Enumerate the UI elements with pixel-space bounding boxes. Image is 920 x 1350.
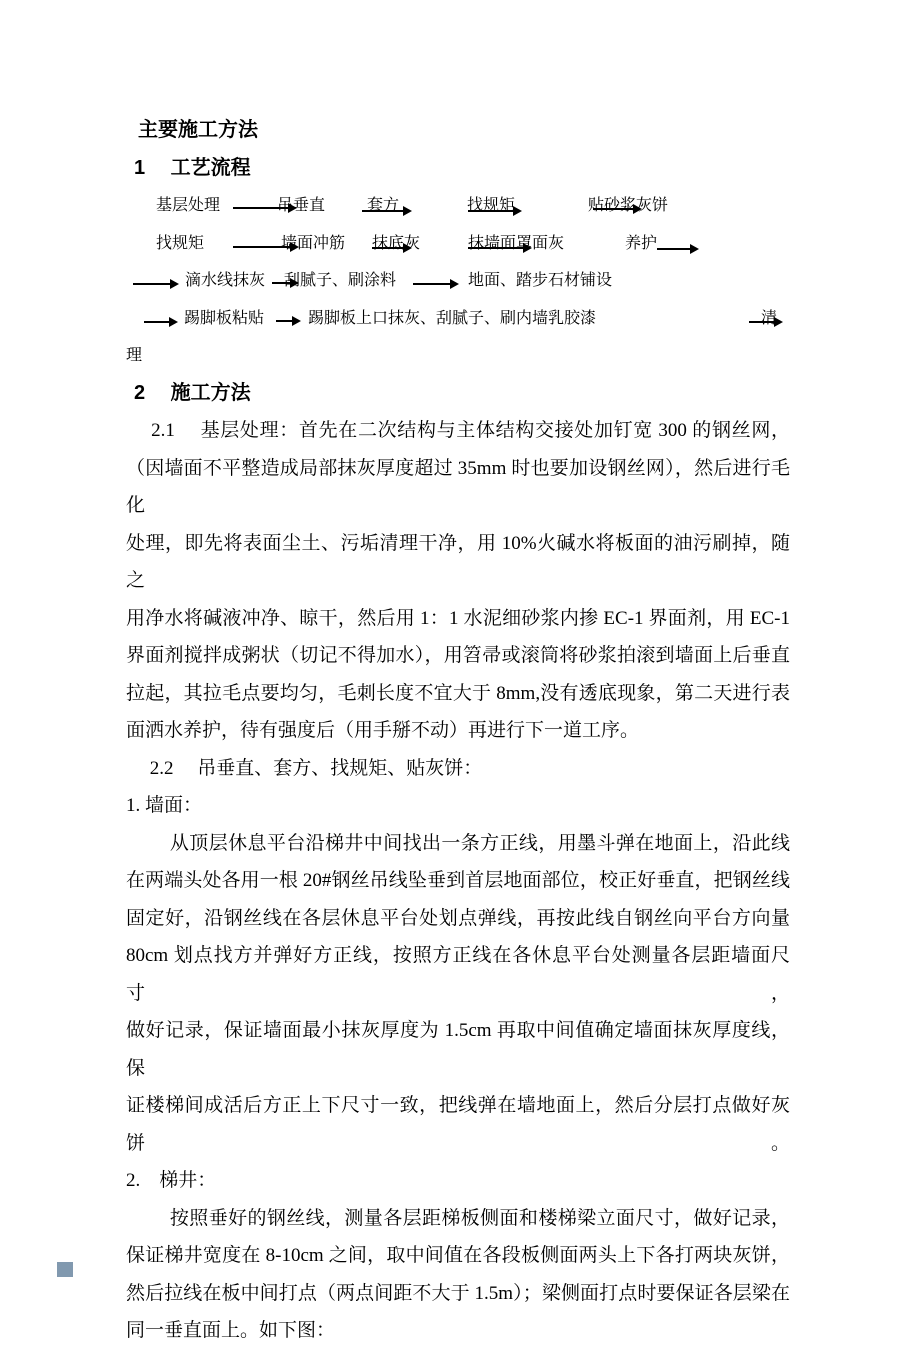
arrow-right-icon xyxy=(233,207,295,209)
arrow-right-icon xyxy=(272,282,297,284)
flow-step: 滴水线抹灰 xyxy=(185,272,266,289)
flow-step: 吊垂直 xyxy=(277,197,326,214)
paragraph-line: 拉起，其拉毛点要均匀，毛刺长度不宜大于 8mm,没有透底现象，第二天进行表 xyxy=(126,682,790,704)
arrow-right-icon xyxy=(133,283,177,285)
flow-step: 刮腻子、刷涂料 xyxy=(284,272,397,289)
heading-process-flow: 1 工艺流程 xyxy=(134,156,251,179)
paragraph-line: 面洒水养护，待有强度后（用手掰不动）再进行下一道工序。 xyxy=(126,720,640,741)
list-item-stair-shaft: 2. 梯井： xyxy=(126,1170,217,1191)
arrow-right-icon xyxy=(593,208,640,210)
paragraph-line: 在两端头处各用一根 20#钢丝吊线坠垂到首层地面部位，校正好垂直，把钢丝线 xyxy=(126,870,790,891)
paragraph-line: 然后拉线在板中间打点（两点间距不大于 1.5m）；梁侧面打点时要保证各层梁在 xyxy=(126,1282,790,1304)
flow-step: 地面、踏步石材铺设 xyxy=(468,272,613,289)
paragraph-line: 界面剂搅拌成粥状（切记不得加水），用笤帚或滚筒将砂浆拍滚到墙面上后垂直 xyxy=(126,645,790,666)
paragraph-line: 证楼梯间成活后方正上下尺寸一致，把线弹在墙地面上，然后分层打点做好灰饼。 xyxy=(126,1095,790,1154)
arrow-right-icon xyxy=(657,248,697,250)
flow-row xyxy=(126,300,790,338)
arrow-right-icon xyxy=(413,283,457,285)
flow-step: 踢脚板上口抹灰、刮腻子、刷内墙乳胶漆 xyxy=(308,309,597,327)
paragraph-stair-shaft xyxy=(126,1200,790,1350)
document-content xyxy=(126,112,790,1350)
paragraph-line: 处理，即先将表面尘土、污垢清理干净，用 10%火碱水将板面的油污刷掉，随之 xyxy=(126,532,790,591)
paragraph-line: 用净水将碱液冲净、晾干，然后用 1：1 水泥细砂浆内掺 EC-1 界面剂，用 EC-1 xyxy=(126,607,790,629)
paragraph-wall xyxy=(126,825,790,1163)
flow-step: 基层处理 xyxy=(156,197,221,214)
flow-step: 找规矩 xyxy=(467,197,516,214)
flow-row xyxy=(126,262,790,300)
paragraph-line: 固定好，沿钢丝线在各层休息平台处划点弹线，再按此线自钢丝向平台方向量 xyxy=(126,907,790,929)
arrow-right-icon xyxy=(276,320,299,322)
arrow-right-icon xyxy=(468,210,520,212)
paragraph-line: 从顶层休息平台沿梯井中间找出一条方正线，用墨斗弹在地面上，沿此线 xyxy=(126,832,790,854)
line-section-2-2: 2.2 吊垂直、套方、找规矩、贴灰饼： xyxy=(126,757,483,779)
flow-step: 抹墙面罩面灰 xyxy=(468,234,565,252)
paragraph-line: 同一垂直面上。如下图： xyxy=(126,1320,336,1341)
flow-step: 找规矩 xyxy=(156,234,205,252)
arrow-right-icon xyxy=(144,321,176,323)
list-item-wall: 1. 墙面： xyxy=(126,795,203,816)
flow-step: 套方 xyxy=(367,197,400,214)
paragraph-base-treatment xyxy=(126,412,790,750)
flow-step: 清 xyxy=(761,309,778,327)
paragraph-line: （因墙面不平整造成局部抹灰厚度超过 35mm 时也要加设钢丝网），然后进行毛化 xyxy=(126,457,790,516)
flow-step: 墙面冲筋 xyxy=(281,234,346,252)
flow-step: 贴砂浆灰饼 xyxy=(588,197,669,214)
flow-step: 养护 xyxy=(625,234,658,252)
paragraph-line: 保证梯井宽度在 8-10cm 之间，取中间值在各段板侧面两头上下各打两块灰饼， xyxy=(126,1245,790,1266)
arrow-right-icon xyxy=(468,247,530,249)
flow-step: 踢脚板粘贴 xyxy=(184,309,265,327)
paragraph-line: 按照垂好的钢丝线，测量各层距梯板侧面和楼梯梁立面尺寸，做好记录， xyxy=(126,1207,790,1229)
flow-row xyxy=(126,187,790,225)
flow-step: 抹底灰 xyxy=(372,234,421,252)
heading-construction-method: 2 施工方法 xyxy=(134,381,251,404)
flow-chart xyxy=(126,187,790,337)
paragraph-line: 80cm 划点找方并弹好方正线，按照方正线在各休息平台处测量各层距墙面尺寸， xyxy=(126,945,790,1004)
paragraph-line: 做好记录，保证墙面最小抹灰厚度为 1.5cm 再取中间值确定墙面抹灰厚度线，保 xyxy=(126,1020,790,1079)
arrow-right-icon xyxy=(362,210,410,212)
arrow-right-icon xyxy=(372,247,410,249)
document-title: 主要施工方法 xyxy=(138,119,258,141)
arrow-right-icon xyxy=(233,246,297,248)
arrow-right-icon xyxy=(749,321,781,323)
paragraph-line: 2.1 基层处理：首先在二次结构与主体结构交接处加钉宽 300 的钢丝网， xyxy=(126,420,790,441)
flow-row xyxy=(126,225,790,263)
flow-overflow-text: 理 xyxy=(126,347,143,364)
page-artifact xyxy=(57,1262,73,1277)
